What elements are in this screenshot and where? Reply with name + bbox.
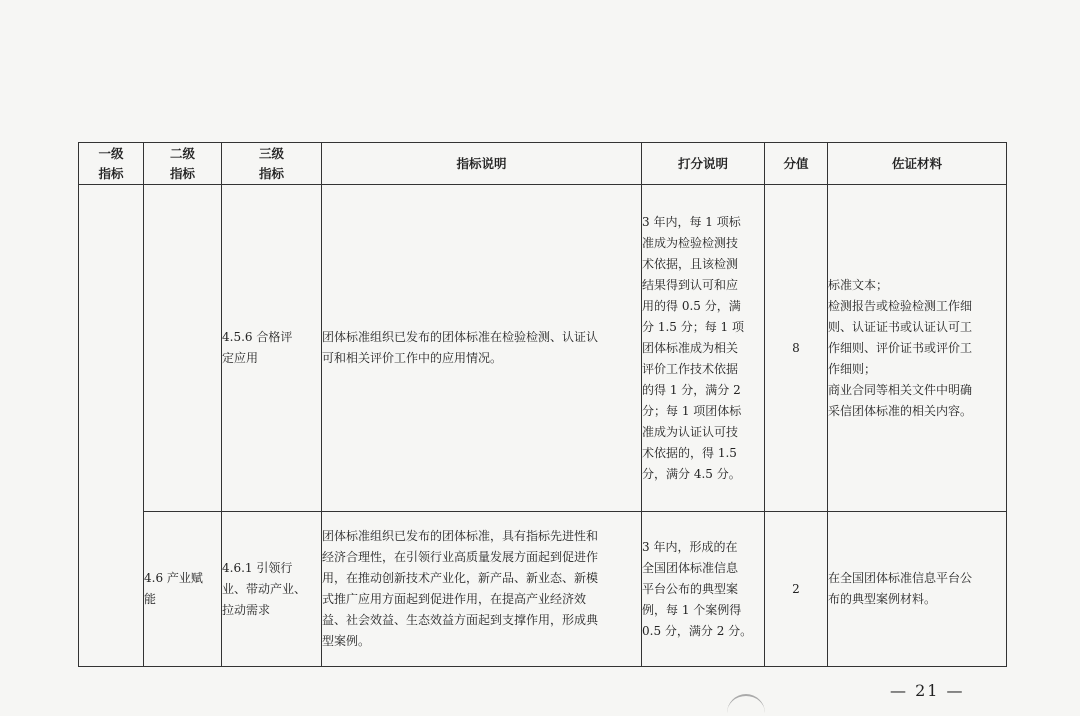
cell-level3: 4.5.6 合格评 定应用 (222, 185, 322, 512)
cell-level1 (79, 185, 144, 667)
cell-scoring: 3 年内，形成的在 全国团体标准信息 平台公布的典型案 例，每 1 个案例得 0.5 分，满分 2 分。 (642, 512, 765, 667)
header-level3: 三级 指标 (222, 143, 322, 185)
scan-artifact (727, 694, 765, 716)
header-scoring: 打分说明 (642, 143, 765, 185)
indicator-table (78, 142, 1007, 667)
header-level1: 一级 指标 (79, 143, 144, 185)
cell-description: 团体标准组织已发布的团体标准，具有指标先进性和 经济合理性，在引领行业高质量发展方面起到促进作 用，在推动创新技术产业化，新产品、新业态、新模 式推广应用方面起到促进作用，在提高产业经济效 益、社会效益、生态效益方面起到支撑作用，形成典 型案例。 (322, 512, 642, 667)
cell-scoring: 3 年内，每 1 项标 准成为检验检测技 术依据，且该检测 结果得到认可和应 用的得 0.5 分，满 分 1.5 分；每 1 项 团体标准成为相关 评价工作技术依据 的得 1 分，满分 2 分；每 1 项团体标 准成为认证认可技 术依据的，得 1.5 分，满分 4.5 分。 (642, 185, 765, 512)
header-level2: 二级 指标 (144, 143, 222, 185)
cell-evidence: 在全国团体标准信息平台公 布的典型案例材料。 (828, 512, 1007, 667)
cell-description: 团体标准组织已发布的团体标准在检验检测、认证认 可和相关评价工作中的应用情况。 (322, 185, 642, 512)
cell-points: 8 (765, 185, 828, 512)
header-evidence: 佐证材料 (828, 143, 1007, 185)
cell-level2: 4.6 产业赋 能 (144, 512, 222, 667)
table-header-row (79, 143, 1007, 185)
cell-level3: 4.6.1 引领行 业、带动产业、 拉动需求 (222, 512, 322, 667)
cell-points: 2 (765, 512, 828, 667)
table-row (79, 185, 1007, 512)
header-points: 分值 (765, 143, 828, 185)
cell-evidence: 标准文本； 检测报告或检验检测工作细 则、认证证书或认证认可工 作细则、评价证书或评价工 作细则； 商业合同等相关文件中明确 采信团体标准的相关内容。 (828, 185, 1007, 512)
table-row (79, 512, 1007, 667)
cell-level2 (144, 185, 222, 512)
page-number: — 21 — (890, 681, 965, 700)
header-description: 指标说明 (322, 143, 642, 185)
